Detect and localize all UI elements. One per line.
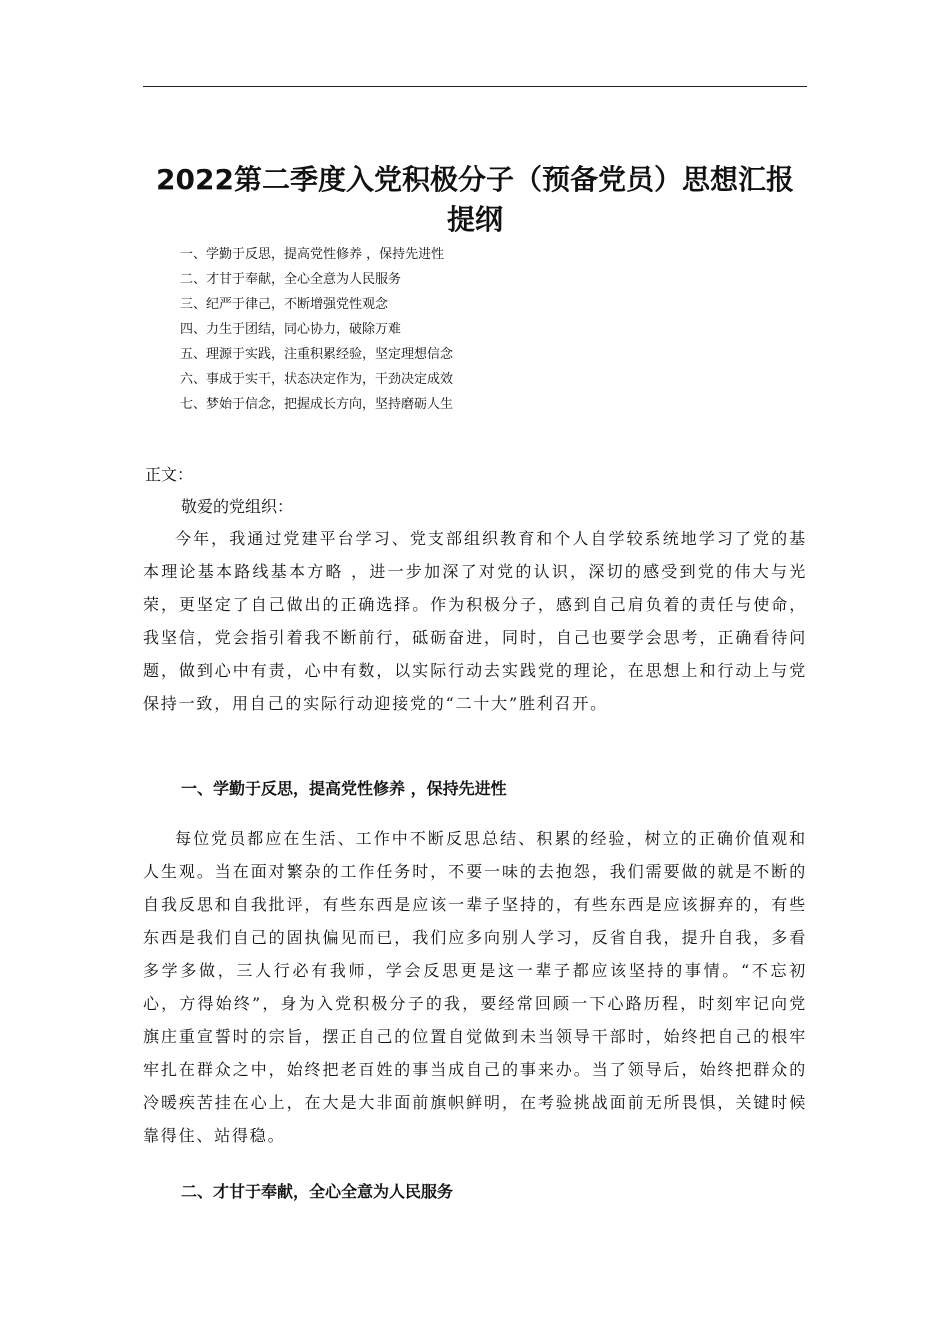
header-rule [143,86,807,87]
outline-item: 二、才甘于奉献，全心全意为人民服务 [180,272,402,287]
section-heading: 二、才甘于奉献，全心全意为人民服务 [181,1182,454,1201]
outline-item: 一、学勤于反思，提高党性修养 ，保持先进性 [180,247,445,262]
document-title: 2022第二季度入党积极分子（预备党员）思想汇报提纲 [156,163,794,236]
intro-paragraph: 今年，我通过党建平台学习、党支部组织教育和个人自学较系统地学习了党的基本理论基本路线基本方略 ，进一步加深了对党的认识，深切的感受到党的伟大与光荣，更坚定了自己做出的正确选择。作为积极分子，感到自己肩负着的责任与使命，我坚信，党会指引着我不断前行，砥砺奋进，同时，自己也要学会思考，正确看待问题，做到心中有责，心中有数，以实际行动去实践党的理论，在思想上和行动上与党保持一致，用自己的实际行动迎接党的“二十大”胜利召开。 [143,529,807,713]
body-label: 正文： [145,465,194,484]
section-heading: 一、学勤于反思，提高党性修养 ，保持先进性 [181,779,507,798]
outline-item: 六、事成于实干，状态决定作为，干劲决定成效 [180,372,454,387]
outline-item: 五、理源于实践，注重积累经验，坚定理想信念 [180,347,454,362]
outline-item: 三、纪严于律己，不断增强党性观念 [180,297,389,312]
outline-item: 四、力生于团结，同心协力，破除万难 [180,322,402,337]
salutation: 敬爱的党组织： [181,497,294,516]
outline-item: 七、梦始于信念，把握成长方向，坚持磨砺人生 [180,397,454,412]
outline-list [180,242,780,417]
section-paragraph: 每位党员都应在生活、工作中不断反思总结、积累的经验，树立的正确价值观和人生观。当在面对繁杂的工作任务时，不要一味的去抱怨，我们需要做的就是不断的自我反思和自我批评，有些东西是应该一辈子坚持的，有些东西是应该摒弃的，有些东西是我们自己的固执偏见而已，我们应多向别人学习，反省自我，提升自我，多看多学多做，三人行必有我师，学会反思更是这一辈子都应该坚持的事情。“不忘初心，方得始终”，身为入党积极分子的我，要经常回顾一下心路历程，时刻牢记向党旗庄重宣誓时的宗旨，摆正自己的位置自觉做到未当领导干部时，始终把自己的根牢牢扎在群众之中，始终把老百姓的事当成自己的事来办。当了领导后，始终把群众的冷暖疾苦挂在心上，在大是大非面前旗帜鲜明，在考验挑战面前无所畏惧，关键时候靠得住、站得稳。 [143,829,807,1145]
